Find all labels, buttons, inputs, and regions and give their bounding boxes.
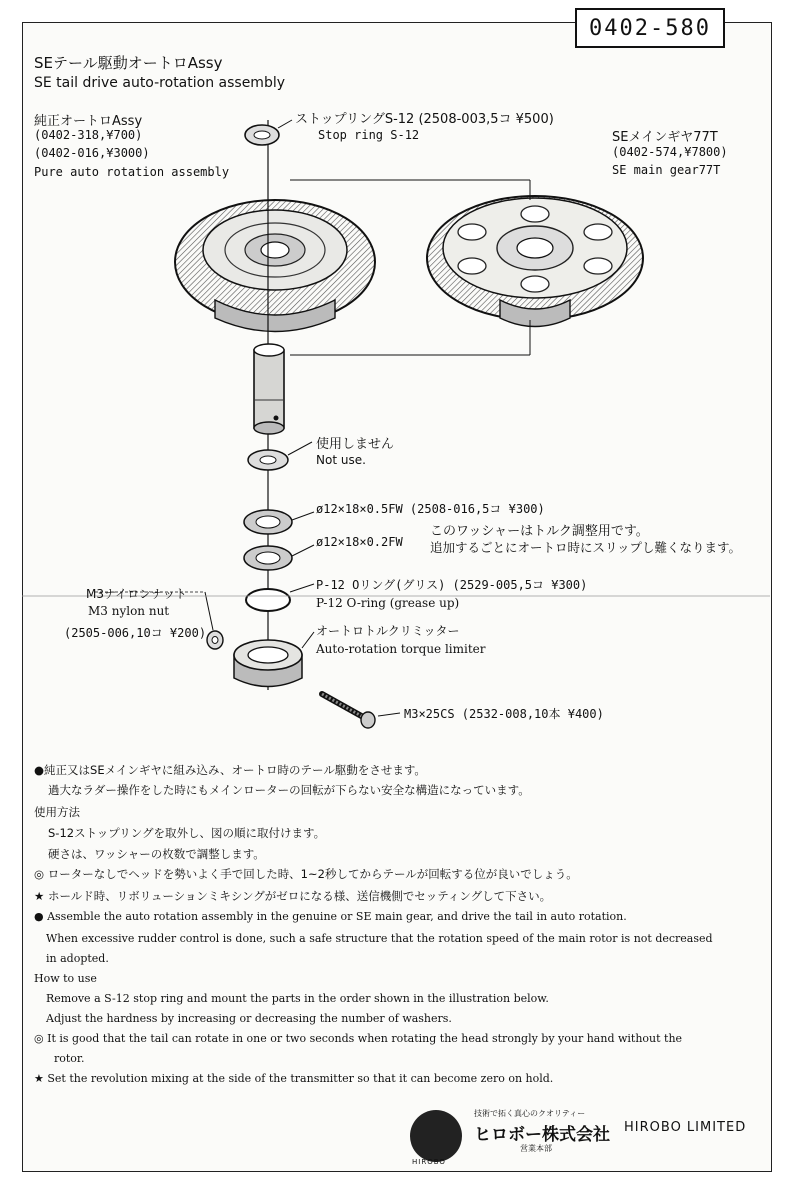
company-name-en: HIROBO LIMITED (624, 1120, 747, 1135)
desc-en-line-4: How to use (34, 972, 97, 985)
torque-limiter-part (234, 640, 302, 687)
shaft-sleeve (254, 344, 284, 434)
desc-jp-line-7: ★ ホールド時、リボリューションミキシングがゼロになる様、送信機側でセッティングして下さい。 (34, 889, 552, 903)
washer-note-1: このワッシャーはトルク調整用です。 (430, 524, 649, 539)
desc-jp-line-1: ●純正又はSEメインギヤに組み込み、オートロ時のテール駆動をさせます。 (34, 763, 426, 777)
limiter-label-en: Auto-rotation torque limiter (316, 642, 486, 656)
desc-jp-line-5: 硬さは、ワッシャーの枚数で調整します。 (48, 847, 265, 861)
desc-en-line-1: ● Assemble the auto rotation assembly in the genuine or SE main gear, and drive the tail in auto rotation. (34, 910, 627, 923)
desc-jp-line-4: S-12ストップリングを取外し、図の順に取付けます。 (48, 826, 326, 840)
nut-label-en: M3 nylon nut (88, 604, 170, 618)
desc-en-line-8: rotor. (54, 1052, 85, 1065)
not-use-jp: 使用しません (316, 437, 395, 452)
desc-jp-line-6: ◎ ローターなしでヘッドを勢いよく手で回した時、1~2秒してからテールが回転する位が良いでしょう。 (34, 867, 578, 881)
desc-en-line-6: Adjust the hardness by increasing or decreasing the number of washers. (46, 1012, 452, 1025)
o-ring-part (246, 589, 290, 611)
main-gear-code: (0402-574,¥7800) (612, 145, 728, 159)
title-jp: SEテール駆動オートロAssy (34, 54, 223, 72)
title-en: SE tail drive auto-rotation assembly (34, 75, 286, 91)
auto-assy-code-1: (0402-318,¥700) (34, 128, 143, 142)
main-gear-label-jp: SEメインギヤ77T (612, 130, 718, 145)
logo-caption: HIROBO (412, 1158, 446, 1166)
bevel-gear (175, 200, 375, 332)
oring-label-en: P-12 O-ring (grease up) (316, 596, 460, 610)
desc-jp-line-3: 使用方法 (34, 805, 80, 819)
document-code: 0402-580 (575, 8, 725, 48)
company-dept: 営業本部 (520, 1144, 552, 1153)
not-use-en: Not use. (316, 453, 366, 467)
nut-label-jp: M3ナイロンナット (86, 587, 187, 601)
nut-code: (2505-006,10コ ¥200) (64, 626, 207, 640)
washer2-label: ø12×18×0.2FW (316, 535, 403, 549)
washer-note-2: 追加するごとにオートロ時にスリップし難くなります。 (430, 540, 742, 555)
company-name-jp: ヒロボー株式会社 (474, 1125, 610, 1145)
desc-en-line-7: ◎ It is good that the tail can rotate in one or two seconds when rotating the head strongly by your hand without the (34, 1032, 683, 1045)
limiter-label-jp: オートロトルクリミッター (316, 624, 460, 638)
desc-en-line-5: Remove a S-12 stop ring and mount the parts in the order shown in the illustration below. (46, 992, 549, 1005)
main-gear (427, 196, 643, 327)
desc-jp-line-2: 過大なラダー操作をした時にもメインローターの回転が下らない安全な構造になっています。 (48, 783, 530, 797)
desc-en-line-2: When excessive rudder control is done, such a safe structure that the rotation speed of the main rotor is not decreased (46, 932, 713, 945)
oring-label-jp: P-12 Oリング(グリス) (2529-005,5コ ¥300) (316, 578, 588, 592)
auto-assy-name-jp: 純正オートロAssy (34, 114, 143, 129)
m3-screw-part (322, 694, 375, 728)
desc-en-line-3: in adopted. (46, 952, 109, 965)
auto-assy-name-en: Pure auto rotation assembly (34, 165, 230, 179)
desc-en-line-9: ★ Set the revolution mixing at the side of the transmitter so that it can become zero on hold. (34, 1072, 554, 1085)
main-gear-label-en: SE main gear77T (612, 163, 721, 177)
hirobo-logo-icon (410, 1110, 462, 1162)
screw-label: M3×25CS (2532-008,10本 ¥400) (404, 707, 604, 721)
company-tagline: 技術で拓く真心のクオリティー (474, 1109, 586, 1118)
washer1-label: ø12×18×0.5FW (2508-016,5コ ¥300) (316, 502, 545, 516)
stop-ring-label-en: Stop ring S-12 (318, 128, 420, 142)
nylon-nut-part (207, 631, 223, 649)
stop-ring-label-jp: ストップリングS-12 (2508-003,5コ ¥500) (295, 112, 554, 127)
auto-assy-code-2: (0402-016,¥3000) (34, 146, 150, 160)
